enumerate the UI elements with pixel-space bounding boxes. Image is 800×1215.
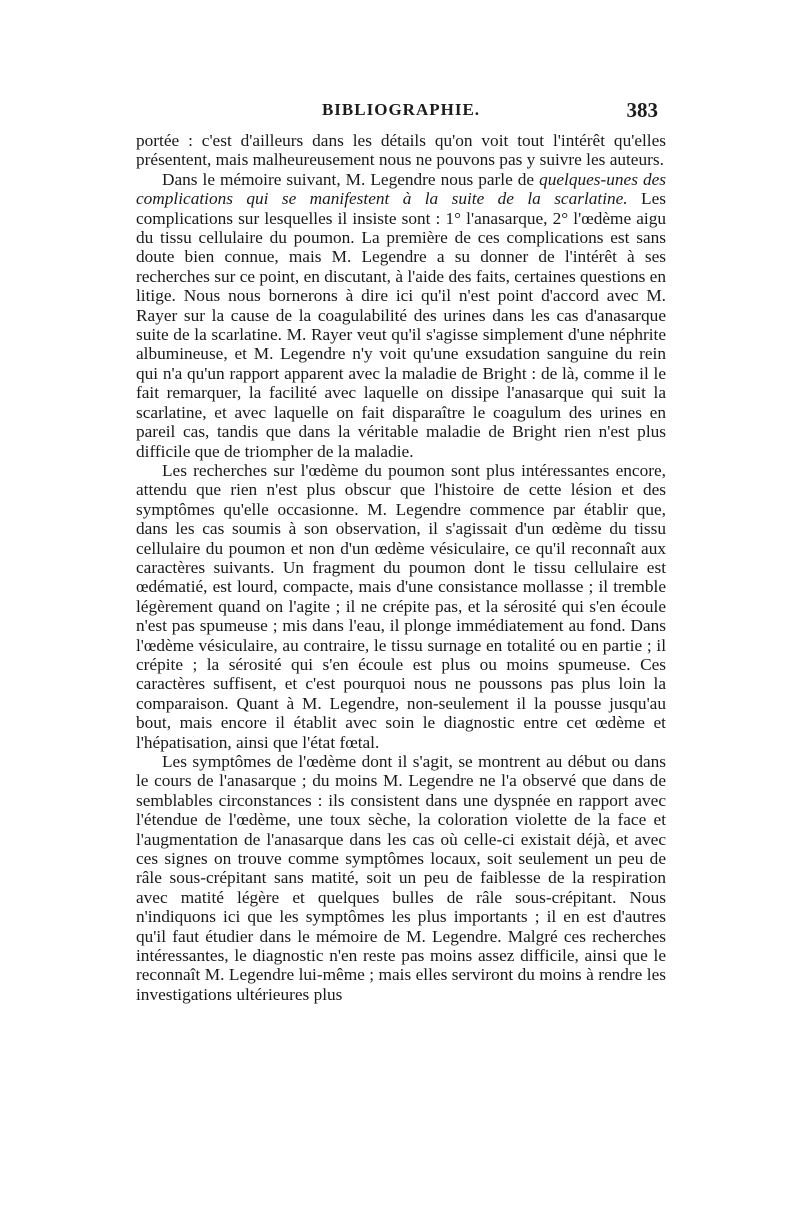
running-head xyxy=(136,100,666,122)
paragraph-text: Les complications sur lesquelles il insiste sont : 1° l'anasarque, 2° l'œdème aigu du tissu cellulaire du poumon. La première de ces complications est sans doute bien connue, mais M. Legendre a su donner de l'intérêt à ses recherches sur ce point, en discutant, à l'aide des faits, certaines questions en litige. Nous nous bornerons à dire ici qu'il n'est point d'accord avec M. Rayer sur la cause de la coagulabilité des urines dans les cas d'anasarque suite de la scarlatine. M. Rayer veut qu'il s'agisse simplement d'une néphrite albumineuse, et M. Legendre n'y voit qu'une exsudation sanguine du rein qui n'a qu'un rapport apparent avec la maladie de Bright : de là, comme il le fait remarquer, la facilité avec laquelle on dissipe l'anasarque qui suit la scarlatine, et avec laquelle on fait disparaître le coagulum des urines en pareil cas, tandis que dans la véritable maladie de Bright rien n'est plus difficile que de triompher de la maladie. xyxy=(136,189,666,461)
paragraph-scarlatine-complications xyxy=(136,170,666,461)
paragraph-text: Les recherches sur l'œdème du poumon sont plus intéressantes encore, attendu que rien n'est plus obscur que l'histoire de cette lésion et des symptômes qu'elle occasionne. M. Legendre commence par établir que, dans les cas soumis à son observation, il s'agissait d'un œdème du tissu cellulaire du poumon et non d'un œdème vésiculaire, ce qu'il reconnaît aux caractères suivants. Un fragment du poumon dont le tissu cellulaire est œdématié, est lourd, compacte, mais d'une consistance mollasse ; il tremble légèrement quand on l'agite ; il ne crépite pas, et la sérosité qui s'en écoule n'est pas spumeuse ; mis dans l'eau, il plonge immédiatement au fond. Dans l'œdème vésiculaire, au contraire, le tissu surnage en totalité ou en partie ; il crépite ; la sérosité qui s'en écoule est plus ou moins spumeuse. Ces caractères suffisent, et c'est pourquoi nous ne poussons pas plus loin la comparaison. Quant à M. Legendre, non-seulement il la pousse jusqu'au bout, mais encore il établit avec soin le diagnostic entre cet œdème et l'hépatisation, ainsi que l'état fœtal. xyxy=(136,460,666,752)
paragraph-oedeme-poumon xyxy=(136,461,666,752)
paragraph-text: portée : c'est d'ailleurs dans les détails qu'on voit tout l'intérêt qu'elles présentent, mais malheureusement nous ne pouvons pas y suivre les auteurs. xyxy=(136,131,666,170)
paragraph-continuation xyxy=(136,131,666,170)
memoir-title-italic: quelques-unes des complications qui se manifestent à la suite de la scarlatine. xyxy=(136,169,666,209)
paragraph-text: Les symptômes de l'œdème dont il s'agit, se montrent au début ou dans le cours de l'anasarque ; du moins M. Legendre ne l'a observé que dans de semblables circonstances : ils consistent dans une dyspnée en rapport avec l'étendue de l'œdème, une toux sèche, la coloration violette de la face et l'augmentation de l'anasarque dans les cas où celle-ci existait déjà, et avec ces signes on trouve comme symptômes locaux, soit seulement un peu de râle sous-crépitant sans matité, soit un peu de faiblesse de la respiration avec matité légère et quelques bulles de râle sous-crépitant. Nous n'indiquons ici que les symptômes les plus importants ; il en est d'autres qu'il faut étudier dans le mémoire de M. Legendre. Malgré ces recherches intéressantes, le diagnostic n'en reste pas moins assez difficile, ainsi que le reconnaît M. Legendre lui-même ; mais elles serviront du moins à rendre les investigations ultérieures plus xyxy=(136,752,666,1004)
page-number: 383 xyxy=(626,98,658,122)
paragraph-text: Dans le mémoire suivant, M. Legendre nous parle de xyxy=(162,169,540,189)
body-text xyxy=(136,131,666,1004)
running-title: BIBLIOGRAPHIE. xyxy=(321,100,481,119)
paragraph-symptomes xyxy=(136,752,666,1004)
